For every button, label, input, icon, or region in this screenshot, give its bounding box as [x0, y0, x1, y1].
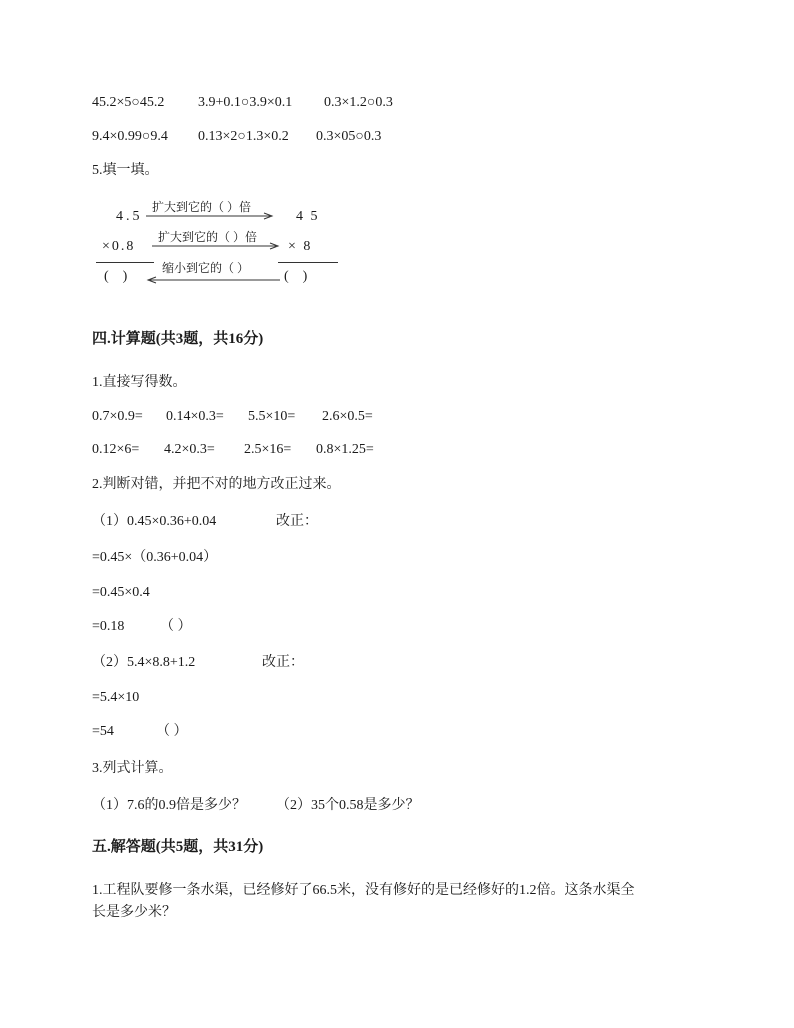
q2-part1-step2: =0.45×0.4 — [92, 585, 150, 600]
q3-part2: （2）35个0.58是多少？ — [276, 798, 420, 813]
arrow3-label: 缩小到它的（ ） — [162, 261, 250, 275]
q2-part1 — [92, 513, 318, 531]
q1-row-1 — [92, 408, 373, 426]
q2-part1-step1: =0.45×（0.36+0.04） — [92, 550, 218, 565]
q3-items — [92, 797, 420, 815]
left-divider-line — [96, 262, 154, 263]
arrow1-label: 扩大到它的（ ）倍 — [152, 200, 252, 214]
sec5-q1-line2: 长是多少米？ — [92, 905, 176, 920]
q2-part1-expression: （1）0.45×0.36+0.04 — [92, 514, 217, 529]
q2-part1-result: =0.18 — [92, 619, 125, 634]
diagram-bottom-left: ( ) — [104, 269, 128, 284]
diagram-bottom-right: ( ) — [284, 269, 308, 284]
q2-part2-expression: （2）5.4×8.8+1.2 — [92, 655, 196, 670]
calc-item: 0.7×0.9= — [92, 409, 143, 424]
diagram-mid-right: × 8 — [288, 239, 313, 254]
q1-row-2 — [92, 441, 374, 459]
sec5-q1-line1: 1.工程队要修一条水渠，已经修好了66.5米，没有修好的是已经修好的1.2倍。这条水渠全 — [92, 883, 635, 898]
q2-part1-correction: 改正： — [276, 514, 318, 529]
q5-label: 5.填一填。 — [92, 163, 159, 178]
q2-part2-step1: =5.4×10 — [92, 690, 140, 705]
compare-item: 0.13×2○1.3×0.2 — [198, 129, 289, 144]
left-arrow-icon — [146, 276, 282, 284]
q2-part2-correction: 改正： — [262, 655, 304, 670]
q2-part1-step3 — [92, 618, 192, 636]
section4-heading: 四.计算题(共3题，共16分) — [92, 331, 264, 347]
calc-item: 4.2×0.3= — [164, 442, 215, 457]
right-arrow-icon — [146, 212, 276, 220]
compare-item: 9.4×0.99○9.4 — [92, 129, 168, 144]
calc-item: 5.5×10= — [248, 409, 296, 424]
calc-item: 2.6×0.5= — [322, 409, 373, 424]
q2-label: 2.判断对错，并把不对的地方改正过来。 — [92, 477, 341, 492]
calc-item: 0.14×0.3= — [166, 409, 224, 424]
compare-item: 0.3×05○0.3 — [316, 129, 382, 144]
section5-heading: 五.解答题(共5题，共31分) — [92, 839, 264, 855]
q2-part2-step2 — [92, 723, 188, 741]
right-arrow-icon — [152, 242, 282, 250]
q2-part2-result: =54 — [92, 724, 114, 739]
q3-part1: （1）7.6的0.9倍是多少？ — [92, 798, 246, 813]
scaling-diagram — [92, 196, 352, 292]
compare-row-1 — [92, 94, 393, 112]
right-divider-line — [278, 262, 338, 263]
answer-blank: （ ） — [156, 724, 188, 739]
q2-part2 — [92, 654, 304, 672]
arrow2-label: 扩大到它的（ ）倍 — [158, 230, 258, 244]
diagram-mid-left: ×0.8 — [102, 239, 136, 254]
diagram-top-right: 4 5 — [296, 209, 320, 224]
compare-item: 3.9+0.1○3.9×0.1 — [198, 95, 293, 110]
compare-row-2 — [92, 128, 381, 146]
compare-item: 45.2×5○45.2 — [92, 95, 165, 110]
q3-label: 3.列式计算。 — [92, 761, 173, 776]
calc-item: 2.5×16= — [244, 442, 292, 457]
calc-item: 0.12×6= — [92, 442, 140, 457]
diagram-top-left: 4.5 — [116, 209, 143, 224]
answer-blank: （ ） — [160, 619, 192, 634]
q1-label: 1.直接写得数。 — [92, 375, 187, 390]
compare-item: 0.3×1.2○0.3 — [324, 95, 393, 110]
calc-item: 0.8×1.25= — [316, 442, 374, 457]
